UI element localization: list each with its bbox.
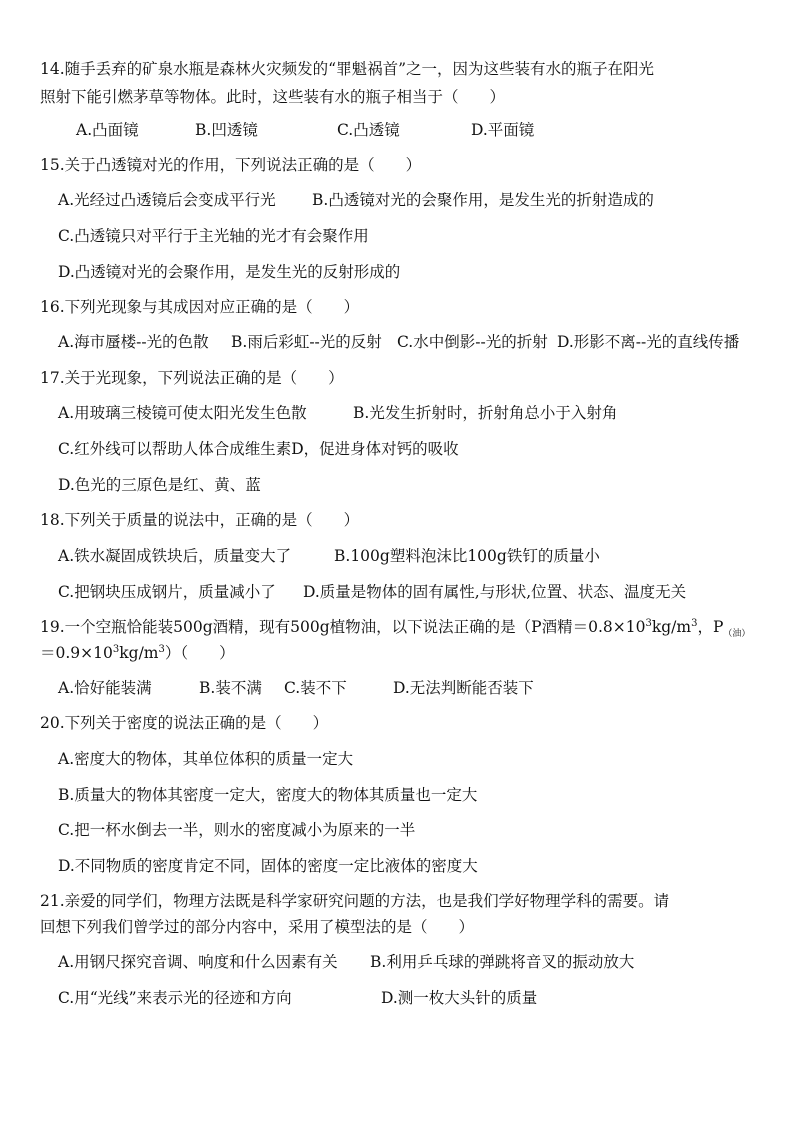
option-19-c: C.装不下 bbox=[284, 679, 347, 697]
option-19-d: D.无法判断能否装下 bbox=[393, 679, 534, 697]
option-18-a: A.铁水凝固成铁块后，质量变大了 bbox=[58, 547, 292, 565]
option-19-b: B.装不满 bbox=[199, 679, 262, 697]
option-16-b: B.雨后彩虹--光的反射 bbox=[231, 333, 382, 351]
option-14-b: B.凹透镜 bbox=[195, 121, 258, 139]
question-16-stem: 16.下列光现象与其成因对应正确的是（ ） bbox=[40, 298, 360, 316]
question-19-unit-1: kg/m bbox=[651, 618, 692, 636]
option-17-a: A.用玻璃三棱镜可使太阳光发生色散 bbox=[58, 404, 307, 422]
question-19-paren: ）（ ） bbox=[164, 644, 235, 662]
option-17-c: C.红外线可以帮助人体合成维生素D，促进身体对钙的吸收 bbox=[58, 440, 459, 458]
question-18-stem: 18.下列关于质量的说法中，正确的是（ ） bbox=[40, 511, 360, 529]
question-21-line1: 21.亲爱的同学们，物理方法既是科学家研究问题的方法，也是我们学好物理学科的需要。请 bbox=[40, 892, 670, 910]
option-20-c: C.把一杯水倒去一半，则水的密度减小为原来的一半 bbox=[58, 821, 416, 839]
option-18-d: D.质量是物体的固有属性,与形状,位置、状态、温度无关 bbox=[303, 583, 687, 601]
option-15-d: D.凸透镜对光的会聚作用，是发生光的反射形成的 bbox=[58, 263, 401, 281]
option-14-c: C.凸透镜 bbox=[337, 121, 400, 139]
question-19-exponent-3: 3 bbox=[112, 643, 120, 655]
option-21-b: B.利用乒乓球的弹跳将音叉的振动放大 bbox=[370, 953, 635, 971]
option-16-c: C.水中倒影--光的折射 bbox=[397, 333, 548, 351]
question-17-stem: 17.关于光现象，下列说法正确的是（ ） bbox=[40, 369, 344, 387]
option-16-a: A.海市蜃楼--光的色散 bbox=[58, 333, 209, 351]
question-20-stem: 20.下列关于密度的说法正确的是（ ） bbox=[40, 714, 329, 732]
option-17-b: B.光发生折射时，折射角总小于入射角 bbox=[353, 404, 618, 422]
option-15-c: C.凸透镜只对平行于主光轴的光才有会聚作用 bbox=[58, 227, 369, 245]
option-19-a: A.恰好能装满 bbox=[58, 679, 152, 697]
question-19-line1 bbox=[40, 616, 760, 638]
option-16-d: D.形影不离--光的直线传播 bbox=[557, 333, 740, 351]
question-19-line2 bbox=[40, 642, 760, 664]
question-14-line2: 照射下能引燃茅草等物体。此时，这些装有水的瓶子相当于（ ） bbox=[40, 88, 506, 106]
question-14-line1: 14.随手丢弃的矿泉水瓶是森林火灾频发的“罪魁祸首”之一，因为这些装有水的瓶子在阳光 bbox=[40, 60, 655, 78]
question-19-exponent-1: 3 bbox=[645, 617, 652, 629]
question-19-subscript-oil: （油） bbox=[723, 629, 751, 640]
option-21-a: A.用钢尺探究音调、响度和什么因素有关 bbox=[58, 953, 338, 971]
question-19-exponent-2: 3 bbox=[691, 617, 698, 629]
option-14-a: A.凸面镜 bbox=[76, 121, 139, 139]
option-20-d: D.不同物质的密度肯定不同，固体的密度一定比液体的密度大 bbox=[58, 857, 478, 875]
option-21-c: C.用“光线”来表示光的径迹和方向 bbox=[58, 989, 292, 1007]
option-17-d: D.色光的三原色是红、黄、蓝 bbox=[58, 476, 261, 494]
question-19-exponent-4: 3 bbox=[158, 643, 165, 655]
question-19-unit-2: kg/m bbox=[119, 644, 159, 662]
option-20-b: B.质量大的物体其密度一定大，密度大的物体其质量也一定大 bbox=[58, 786, 478, 804]
option-20-a: A.密度大的物体，其单位体积的质量一定大 bbox=[58, 750, 354, 768]
option-21-d: D.测一枚大头针的质量 bbox=[381, 989, 538, 1007]
question-21-line2: 回想下列我们曾学过的部分内容中，采用了模型法的是（ ） bbox=[40, 918, 475, 936]
option-18-b: B.100g塑料泡沫比100g铁钉的质量小 bbox=[334, 547, 600, 565]
option-15-a: A.光经过凸透镜后会变成平行光 bbox=[58, 191, 276, 209]
option-14-d: D.平面镜 bbox=[471, 121, 535, 139]
option-18-c: C.把钢块压成钢片，质量减小了 bbox=[58, 583, 276, 601]
question-19-stem-part3: ，P bbox=[697, 618, 724, 636]
question-15-stem: 15.关于凸透镜对光的作用，下列说法正确的是（ ） bbox=[40, 156, 422, 174]
option-15-b: B.凸透镜对光的会聚作用，是发生光的折射造成的 bbox=[312, 191, 654, 209]
question-19-density-oil: ＝0.9×10 bbox=[40, 644, 113, 662]
question-19-stem-part1: 19.一个空瓶恰能装500g酒精，现有500g植物油，以下说法正确的是（P酒精＝0.8×10 bbox=[40, 618, 646, 636]
